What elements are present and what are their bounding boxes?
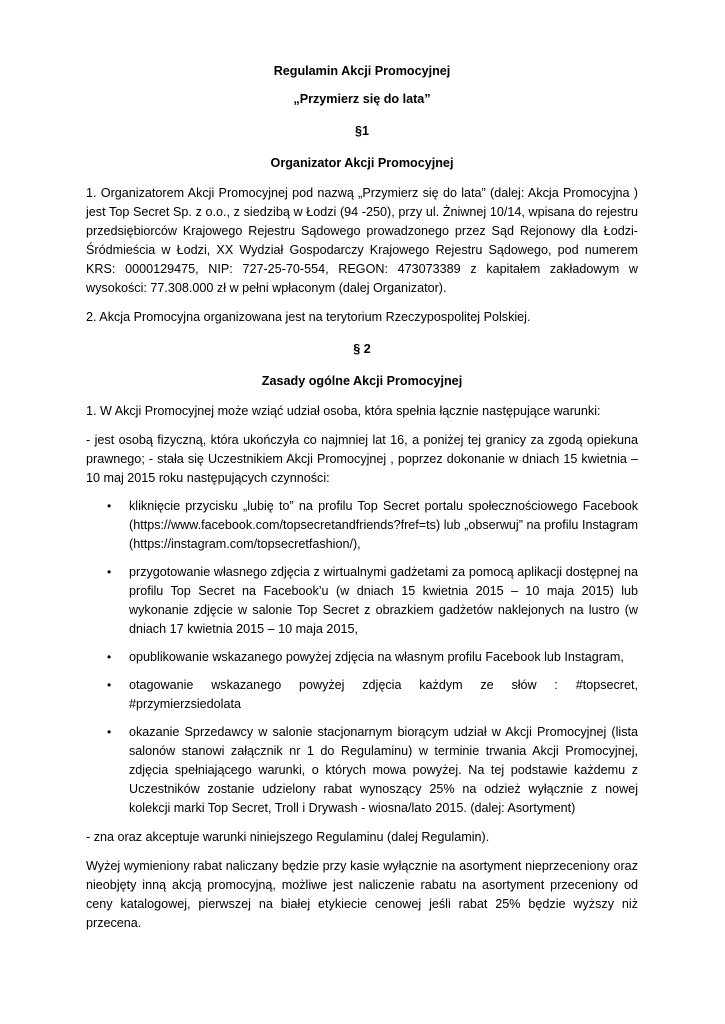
- document-subtitle: „Przymierz się do lata”: [293, 92, 431, 106]
- conditions-list: [86, 497, 638, 818]
- bullet-icon: •: [107, 499, 112, 513]
- section-2-paragraph-4: Wyżej wymieniony rabat naliczany będzie przy kasie wyłącznie na asortyment nieprzeceniony oraz nieobjęty inną akcją promocyjną, możliwe jest naliczenie rabatu na asortyment przeceniony od ceny katalogowej, pierwszej na białej etykiecie cenowej jeśli rabat 25% będzie wyższy niż przecena.: [86, 859, 638, 930]
- list-item-text: przygotowanie własnego zdjęcia z wirtualnymi gadżetami za pomocą aplikacji dostępnej na profilu Top Secret na Facebook’u (w dniach 15 kwietnia 2015 – 10 maja 2015) lub wykonanie zdjęcie w salonie Top Secret z obrazkiem gadżetów naklejonych na lustro (w dniach 17 kwietnia 2015 – 10 maja 2015,: [129, 565, 638, 636]
- section-2-mark: § 2: [353, 342, 371, 356]
- section-1-paragraph-2: 2. Akcja Promocyjna organizowana jest na terytorium Rzeczypospolitej Polskiej.: [86, 310, 531, 324]
- list-item: [86, 497, 638, 554]
- list-item: [86, 723, 638, 818]
- bullet-icon: •: [107, 678, 112, 692]
- list-item-text: kliknięcie przycisku „lubię to” na profilu Top Secret portalu społecznościowego Facebook (https://www.facebook.com/topsecretandfriends?fref=ts) lub „obserwuj” na profilu Instagram (https://instagram.com/topsecretfashion/),: [129, 499, 638, 551]
- bullet-icon: •: [107, 725, 112, 739]
- bullet-icon: •: [107, 565, 112, 579]
- bullet-icon: •: [107, 650, 112, 664]
- section-2-heading: Zasady ogólne Akcji Promocyjnej: [261, 374, 463, 388]
- list-item: [86, 563, 638, 639]
- section-1-heading: Organizator Akcji Promocyjnej: [270, 156, 454, 170]
- section-2-paragraph-2: - jest osobą fizyczną, która ukończyła co najmniej lat 16, a poniżej tej granicy za zgodą opiekuna prawnego; - stała się Uczestnikiem Akcji Promocyjnej , poprzez dokonanie w dniach 15 kwietnia – 10 maj 2015 roku następujących czynności:: [86, 433, 638, 485]
- list-item: [86, 676, 638, 714]
- section-1-paragraph-1: 1. Organizatorem Akcji Promocyjnej pod nazwą „Przymierz się do lata” (dalej: Akcja Promocyjna ) jest Top Secret Sp. z o.o., z siedzibą w Łodzi (94 -250), przy ul. Żniwnej 10/14, wpisana do rejestru przedsiębiorców Krajowego Rejestru Sądowego prowadzonego przez Sąd Rejonowy dla Łodzi-Śródmieścia w Łodzi, XX Wydział Gospodarczy Krajowego Rejestru Sądowego, pod numerem KRS: 0000129475, NIP: 727-25-70-554, REGON: 473073389 z kapitałem zakładowym w wysokości: 77.308.000 zł w pełni wpłaconym (dalej Organizator).: [86, 186, 638, 295]
- list-item-text: otagowanie wskazanego powyżej zdjęcia każdym ze słów : #topsecret, #przymierzsiedolata: [129, 678, 638, 711]
- document-page: [86, 62, 638, 933]
- document-title: Regulamin Akcji Promocyjnej: [273, 64, 451, 78]
- list-item-text: opublikowanie wskazanego powyżej zdjęcia na własnym profilu Facebook lub Instagram,: [129, 650, 624, 664]
- section-2-paragraph-1: 1. W Akcji Promocyjnej może wziąć udział osoba, która spełnia łącznie następujące warunki:: [86, 404, 601, 418]
- list-item: [86, 648, 638, 667]
- section-2-paragraph-3: - zna oraz akceptuje warunki niniejszego Regulaminu (dalej Regulamin).: [86, 830, 490, 844]
- list-item-text: okazanie Sprzedawcy w salonie stacjonarnym biorącym udział w Akcji Promocyjnej (lista salonów stanowi załącznik nr 1 do Regulaminu) w terminie trwania Akcji Promocyjnej, zdjęcia spełniającego warunki, o których mowa powyżej. Na tej podstawie każdemu z Uczestników zostanie udzielony rabat wynoszący 25% na odzież wyłącznie z nowej kolekcji marki Top Secret, Troll i Drywash - wiosna/lato 2015. (dalej: Asortyment): [129, 725, 638, 815]
- section-1-mark: §1: [354, 124, 369, 138]
